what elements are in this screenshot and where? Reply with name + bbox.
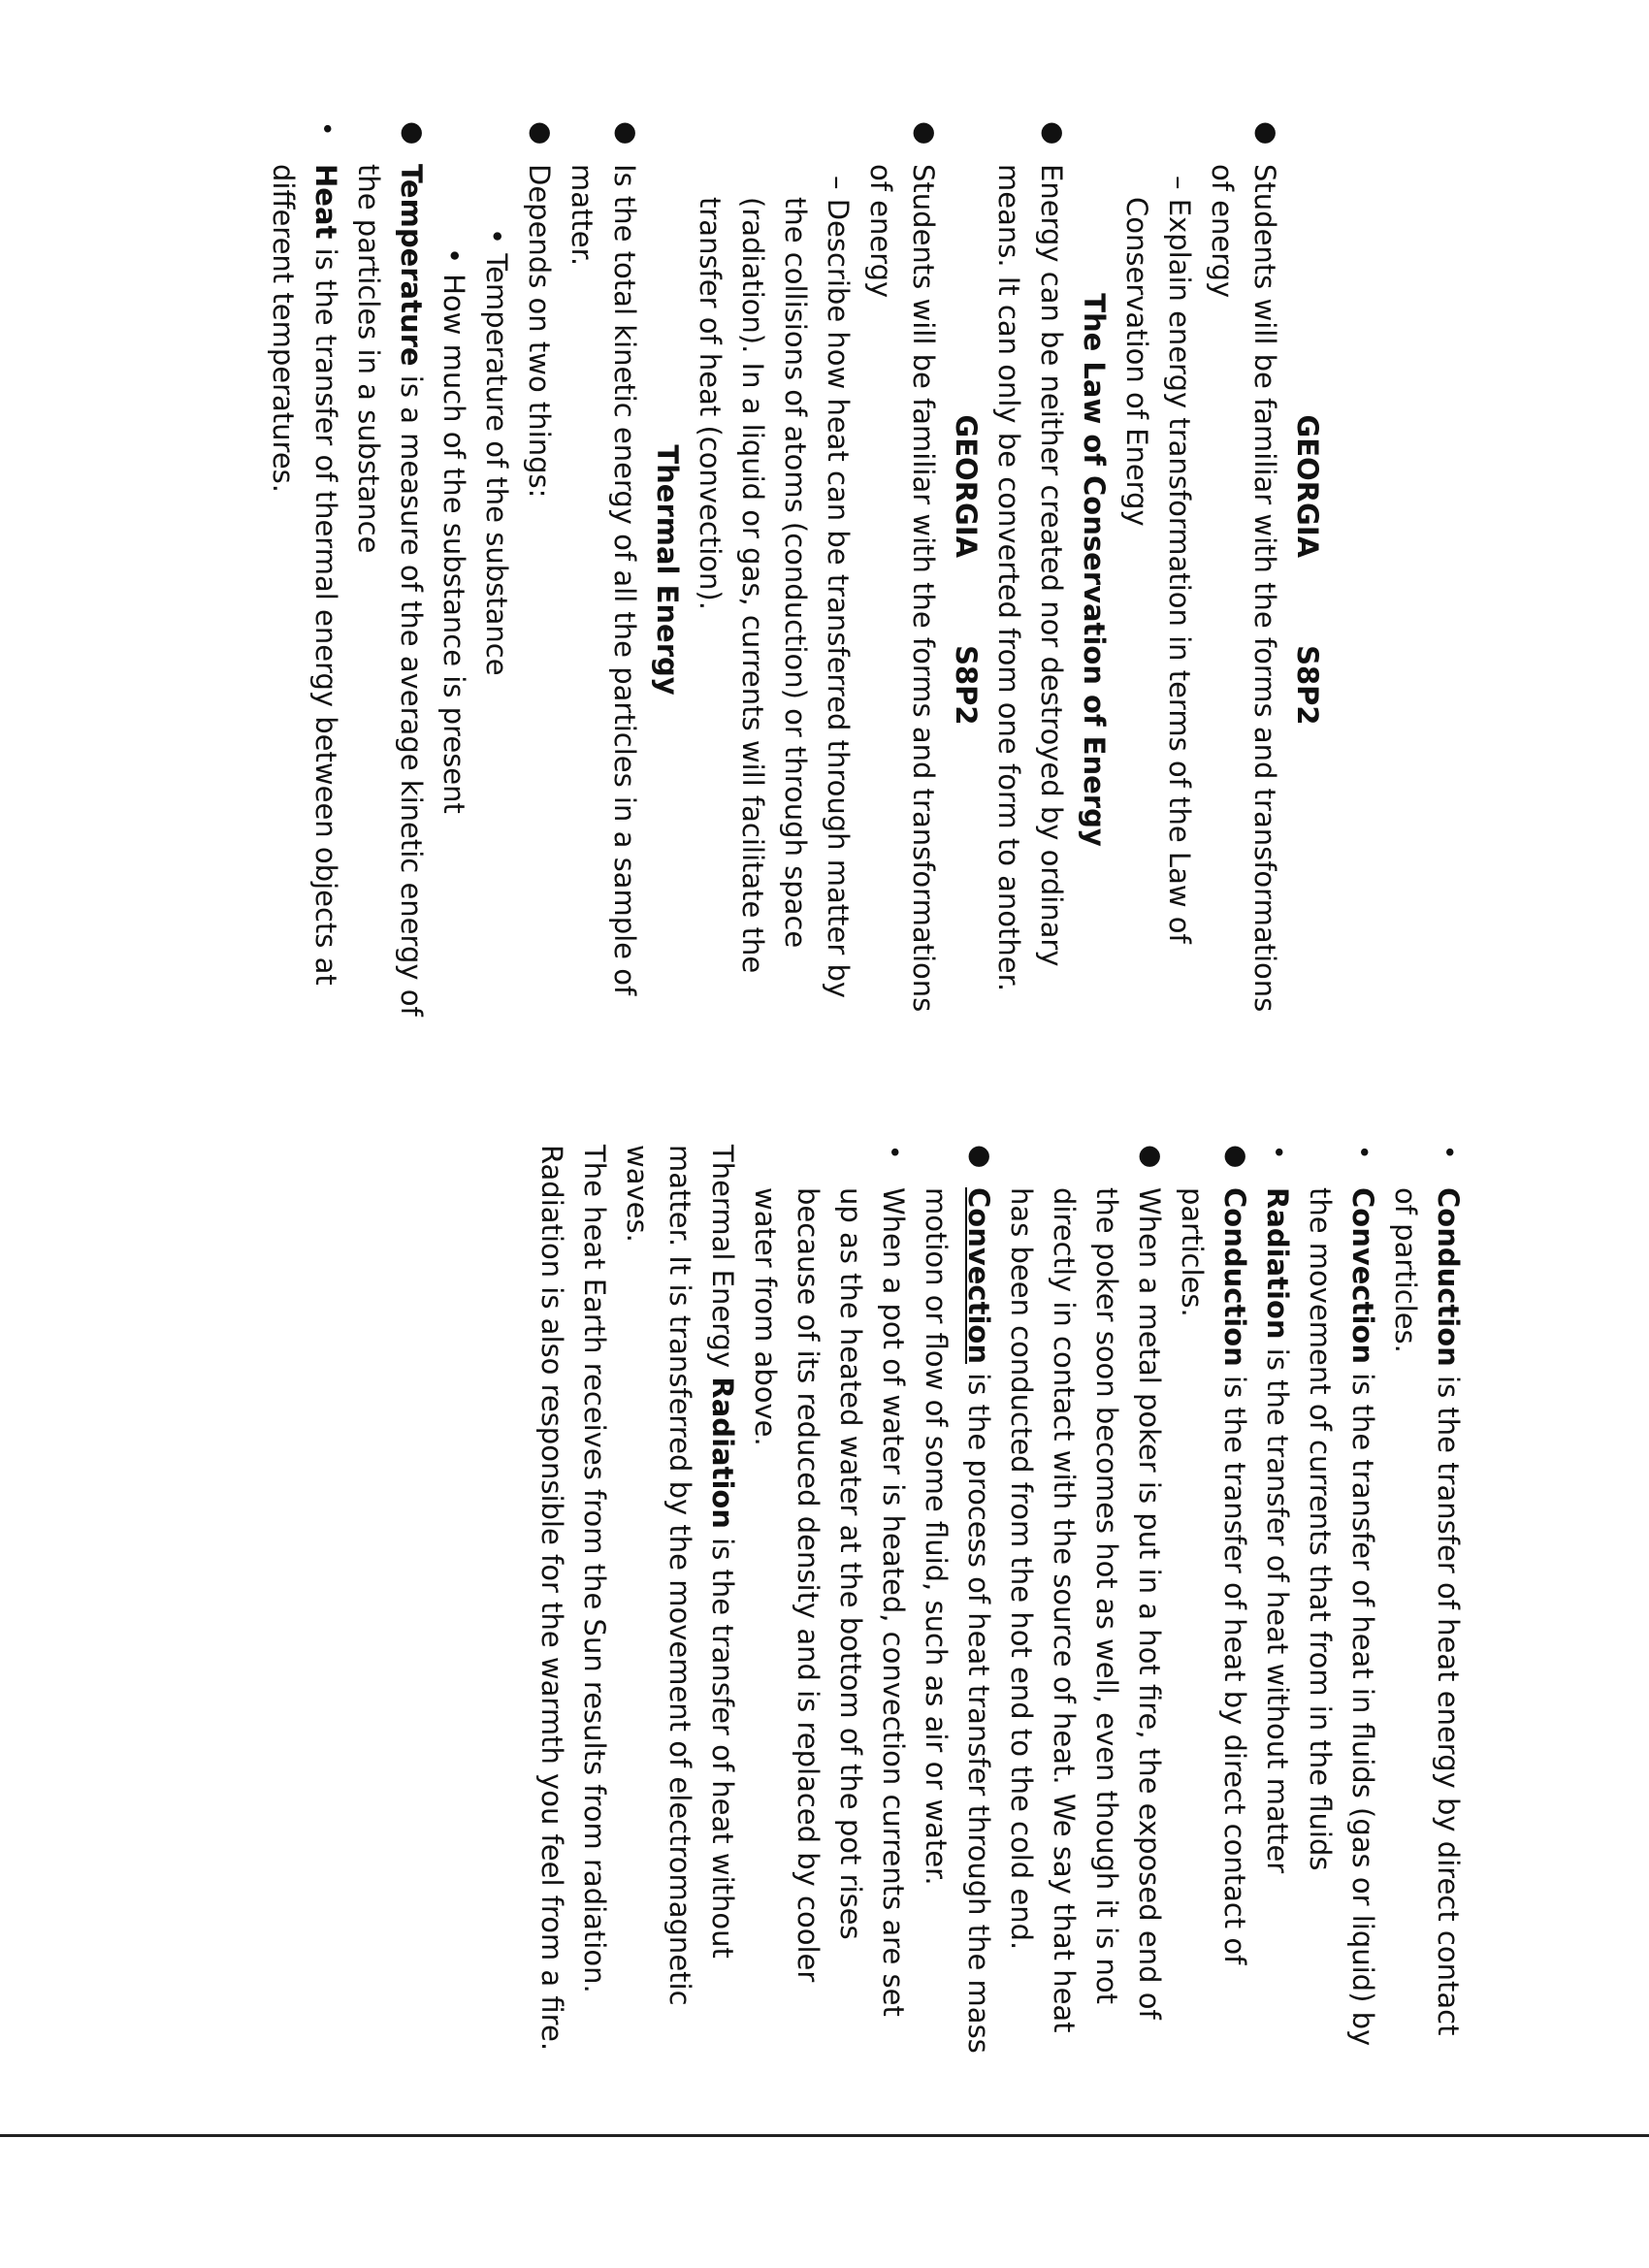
conduction-definition-2 [1171, 1145, 1256, 2057]
convection-def-text: is the process of heat transfer through the mass motion or flow of some fluid, such as air or water. [920, 1187, 995, 2054]
depends-item-2 [433, 121, 475, 1019]
temperature-term: Temperature [395, 164, 428, 367]
s8p2-objective: ● Students will be familiar with the forms and transformations of energy [1201, 121, 1286, 1019]
bullet-dot-icon: • [437, 247, 470, 265]
right-panel [531, 1145, 1649, 2057]
left-panel [262, 121, 1649, 1019]
heading-state: GEORGIA [1291, 414, 1324, 559]
convection-def-text: is the transfer of heat in fluids (gas or liquid) by the movement of currents that from in the fluids [1304, 1187, 1379, 2047]
convection-definition [1299, 1145, 1384, 2057]
conduction-def-text: is the transfer of heat by direct contact of particles. [1176, 1187, 1251, 1965]
radiation-term: Radiation [706, 1377, 739, 1529]
convection-term: Convection [962, 1187, 995, 1364]
heading-code: S8P2 [950, 645, 983, 726]
temperature-def-text: is a measure of the average kinetic energy of the particles in a substance [352, 164, 428, 1017]
radiation-definition [1256, 1145, 1299, 2057]
s8p2-objective-2: ● Students will be familiar with the forms and transformations of energy [859, 121, 945, 1019]
conduction-definition [1384, 1145, 1470, 2057]
pot-example: • When a pot of water is heated, convection currents are set up as the heated water at the bottom of the pot rises because of its reduced density and is replaced by cooler water from above. [744, 1145, 915, 2057]
sun-example: The heat Earth receives from the Sun results from radiation. Radiation is also responsible for the warmth you feel from a fire. [535, 1145, 611, 2052]
radiation-def-text: is the transfer of heat without matter. It is transferred by the movement of electromagnetic waves. [621, 1145, 739, 2006]
depends-item-1 [475, 121, 518, 1019]
heat-definition [262, 121, 347, 1019]
depends-item-1-text: Temperature of the substance [480, 253, 513, 676]
radiation-definition-2 [616, 1145, 744, 2057]
s8p2-heading-2 [945, 121, 987, 1019]
conduction-def-text: is the transfer of heat energy by direct contact of particles. [1389, 1187, 1465, 2036]
conduction-term: Conduction [1432, 1187, 1465, 1367]
thermal-heading: Thermal Energy [651, 444, 684, 696]
thermal-definition: ● Is the total kinetic energy of all the particles in a sample of matter. [561, 121, 646, 1019]
poker-example: ● When a metal poker is put in a hot fire, the exposed end of the poker soon becomes hot as well, even though it is not directly in contact with the source of heat. We say that heat has been conducted from the hot end to the cold end. [1000, 1145, 1171, 2057]
s8p2-sub-objective-2: – Describe how heat can be transferred through matter by the collisions of atoms (conduction) or through space (radiation). In a liquid or gas, currents will facilitate the transfer of heat (convection). [694, 176, 855, 999]
radiation-term: Radiation [1261, 1187, 1294, 1340]
conservation-heading: The Law of Conservation of Energy [1078, 293, 1111, 847]
heading-code: S8P2 [1291, 645, 1324, 726]
convection-term: Convection [1346, 1187, 1379, 1364]
heat-def-text: is the transfer of thermal energy between objects at different temperatures. [267, 164, 342, 986]
radiation-def-text: is the transfer of heat without matter [1261, 1339, 1294, 1874]
conduction-term: Conduction [1218, 1187, 1251, 1367]
s8p2-heading [1286, 121, 1329, 1019]
depends-list-title: ● Depends on two things: [518, 121, 561, 1019]
temperature-definition [347, 121, 433, 1019]
bullet-dot-icon: • [480, 228, 513, 254]
conservation-text: ● Energy can be neither created nor destroyed by ordinary means. It can only be converted from one form to another. [987, 121, 1073, 1019]
depends-item-2-text: How much of the substance is present [437, 274, 470, 814]
heat-term: Heat [309, 164, 342, 240]
radiation-intro: Thermal Energy [706, 1145, 739, 1377]
convection-definition-2 [915, 1145, 1000, 2057]
page-edge-line [0, 2134, 1649, 2137]
s8p2-sub-objective: – Explain energy transformation in terms of the Law of Conservation of Energy [1120, 176, 1196, 944]
heading-state: GEORGIA [950, 414, 983, 559]
